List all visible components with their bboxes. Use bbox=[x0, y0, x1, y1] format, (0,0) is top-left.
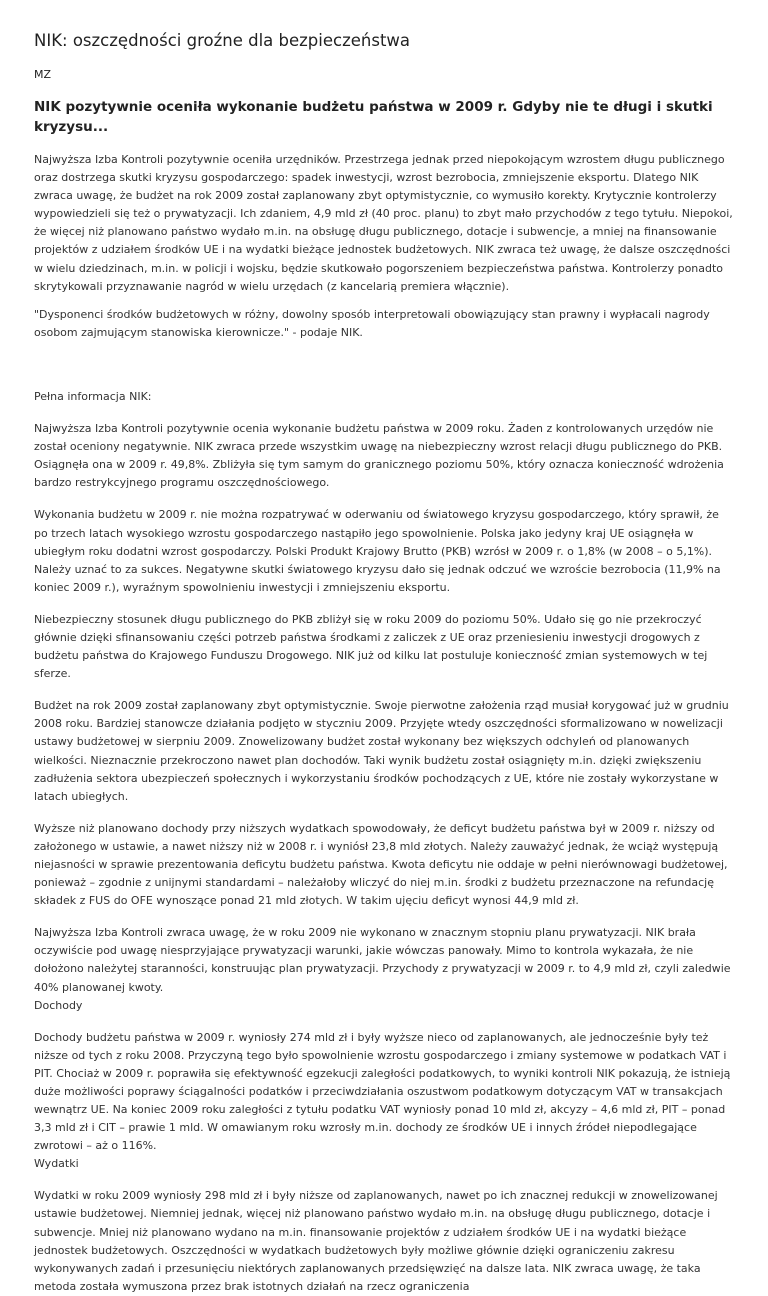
section-heading-income: Dochody bbox=[34, 998, 83, 1012]
intro-paragraph: Najwyższa Izba Kontroli pozytywnie oceniła urzędników. Przestrzega jednak przed niepokojącym wzrostem długu publicznego oraz dostrzega skutki kryzysu gospodarczego: spadek inwestycji, wzrost bezrobocia, zmniejszenie eksportu. Dlatego NIK zwraca uwagę, że budżet na rok 2009 został zaplanowany zbyt optymistycznie, co wymusiło korekty. Krytycznie kontrolerzy wypowiedzieli się też o prywatyzacji. Ich zdaniem, 4,9 mld zł (40 proc. planu) to zbyt mało przychodów z tego tytułu. Niepokoi, że więcej niż planowano państwo wydało m.in. na obsługę długu publicznego, dotacje i subwencje, a mniej na finansowanie projektów z udziałem środków UE i na wydatki bieżące jednostek budżetowych. NIK zwraca też uwagę, że dalsze oszczędności w wielu dziedzinach, m.in. w policji i wojsku, będzie skutkowało pogorszeniem bezpieczeństwa państwa. Kontrolerzy ponadto skrytykowali przyznawanie nagród w wielu urzędach (z kancelarią premiera włącznie). bbox=[34, 153, 733, 293]
body-paragraph: Wyższe niż planowano dochody przy niższych wydatkach spowodowały, że deficyt budżetu państwa był w 2009 r. niższy od założonego w ustawie, a nawet niższy niż w 2008 r. i wyniósł 23,8 mld złotych. Należy zauważyć jednak, że wciąż występują niejasności w sprawie prezentowania deficytu budżetu państwa. Kwota deficytu nie oddaje w pełni nierównowagi budżetowej, ponieważ – zgodnie z unijnymi standardami – należałoby wliczyć do niej m.in. środki z budżetu przeznaczone na refundację składek z FUS do OFE wynoszące ponad 21 mld złotych. W takim ujęciu deficyt wynosi 44,9 mld zł. bbox=[34, 821, 728, 908]
author-initials: MZ bbox=[34, 68, 52, 81]
article-title: NIK: oszczędności groźne dla bezpieczeństwa bbox=[34, 31, 411, 50]
quote-paragraph: "Dysponenci środków budżetowych w różny, dowolny sposób interpretowali obowiązujący stan prawny i wypłacali nagrody osobom zajmującym stanowiska kierownicze." - podaje NIK. bbox=[34, 307, 710, 339]
body-paragraph: Niebezpieczny stosunek długu publicznego do PKB zbliżył się w roku 2009 do poziomu 50%. Udało się go nie przekroczyć głównie dzięki sfinansowaniu części potrzeb państwa środkami z zaliczek z UE oraz przeniesieniu inwestycji drogowych z budżetu państwa do Krajowego Funduszu Drogowego. NIK już od kilku lat postuluje konieczność zmian systemowych w tej sferze. bbox=[34, 612, 708, 681]
body-paragraph: Najwyższa Izba Kontroli pozytywnie ocenia wykonanie budżetu państwa w 2009 roku. Żaden z kontrolowanych urzędów nie został oceniony negatywnie. NIK zwraca przede wszystkim uwagę na niebezpieczny wzrost relacji długu publicznego do PKB. Osiągnęła ona w 2009 r. 49,8%. Zbliżyła się tym samym do granicznego poziomu 50%, który oznacza konieczność wdrożenia bardzo restrykcyjnego programu oszczędnościowego. bbox=[34, 422, 724, 490]
section-heading-expenses: Wydatki bbox=[34, 1157, 79, 1171]
body-paragraph: Najwyższa Izba Kontroli zwraca uwagę, że w roku 2009 nie wykonano w znacznym stopniu planu prywatyzacji. NIK brała oczywiście pod uwagę niesprzyjające prywatyzacji warunki, jakie wówczas panowały. Mimo to kontrola wykazała, że nie dołożono należytej staranności, konstruując plan prywatyzacji. Przychody z prywatyzacji w 2009 r. to 4,9 mld zł, czyli zaledwie 40% planowanej kwoty. bbox=[34, 926, 731, 994]
expenses-paragraph: Wydatki w roku 2009 wyniosły 298 mld zł i były niższe od zaplanowanych, nawet po ich znacznej redukcji w znowelizowanej ustawie budżetowej. Niemniej jednak, więcej niż planowano państwo wydało m.in. na obsługę długu publicznego, dotacje i subwencje. Mniej niż planowano wydano na m.in. finansowanie projektów z udziałem środków UE i na wydatki bieżące jednostek budżetowych. Oszczędności w wydatkach budżetowych były możliwe głównie dzięki ograniczeniu zakresu wykonywanych zadań i przesunięciu niektórych zaplanowanych przedsięwzięć na dalsze lata. NIK zwraca uwagę, że taka metoda została wymuszona przez brak istotnych działań na rzecz ograniczenia bbox=[34, 1189, 718, 1293]
body-paragraph: Budżet na rok 2009 został zaplanowany zbyt optymistycznie. Swoje pierwotne założenia rząd musiał korygować już w grudniu 2008 roku. Bardziej stanowcze działania podjęto w styczniu 2009. Przyjęte wtedy oszczędności sformalizowano w nowelizacji ustawy budżetowej w sierpniu 2009. Znowelizowany budżet został wykonany bez większych odchyleń od planowanych wielkości. Nieznacznie przekroczono nawet plan dochodów. Taki wynik budżetu został osiągnięty m.in. dzięki zwiększeniu zadłużenia sektora ubezpieczeń społecznych i wykorzystaniu środków pochodzących z UE, które nie zostały wykorzystane w latach ubiegłych. bbox=[34, 699, 729, 803]
income-paragraph: Dochody budżetu państwa w 2009 r. wyniosły 274 mld zł i były wyższe nieco od zaplanowanych, ale jednocześnie były też niższe od tych z roku 2008. Przyczyną tego było spowolnienie wzrostu gospodarczego i zmiany systemowe w podatkach VAT i PIT. Chociaż w 2009 r. poprawiła się efektywność egzekucji zaległości podatkowych, to wyniki kontroli NIK pokazują, że istnieją duże możliwości poprawy ściągalności podatków i przeciwdziałania oszustwom podatkowym dotyczącym VAT w transakcjach wewnątrz UE. Na koniec 2009 roku zaległości z tytułu podatku VAT wyniosły ponad 10 mld zł, akcyzy – 4,6 mld zł, PIT – ponad 3,3 mld zł i CIT – prawie 1 mld. W omawianym roku wzrosły m.in. dochody ze środków UE i innych źródeł niepodlegające zwrotowi – aż o 116%. bbox=[34, 1030, 731, 1153]
body-paragraph: Wykonania budżetu w 2009 r. nie można rozpatrywać w oderwaniu od światowego kryzysu gospodarczego, który sprawił, że po trzech latach wysokiego wzrostu gospodarczego nastąpiło jego spowolnienie. Polska jako jedyny kraj UE osiągnęła w ubiegłym roku dodatni wzrost gospodarczy. Polski Produkt Krajowy Brutto (PKB) wzrósł w 2009 r. o 1,8% (w 2008 – o 5,1%). Należy uznać to za sukces. Negatywne skutki światowego kryzysu dało się jednak odczuć we wzroście bezrobocia (11,9% na koniec 2009 r.), wyraźnym spowolnieniu inwestycji i zmniejszeniu eksportu. bbox=[34, 508, 721, 594]
article-lead: NIK pozytywnie oceniła wykonanie budżetu państwa w 2009 r. Gdyby nie te długi i skutki kryzysu... bbox=[34, 99, 713, 135]
full-info-label: Pełna informacja NIK: bbox=[34, 389, 152, 403]
